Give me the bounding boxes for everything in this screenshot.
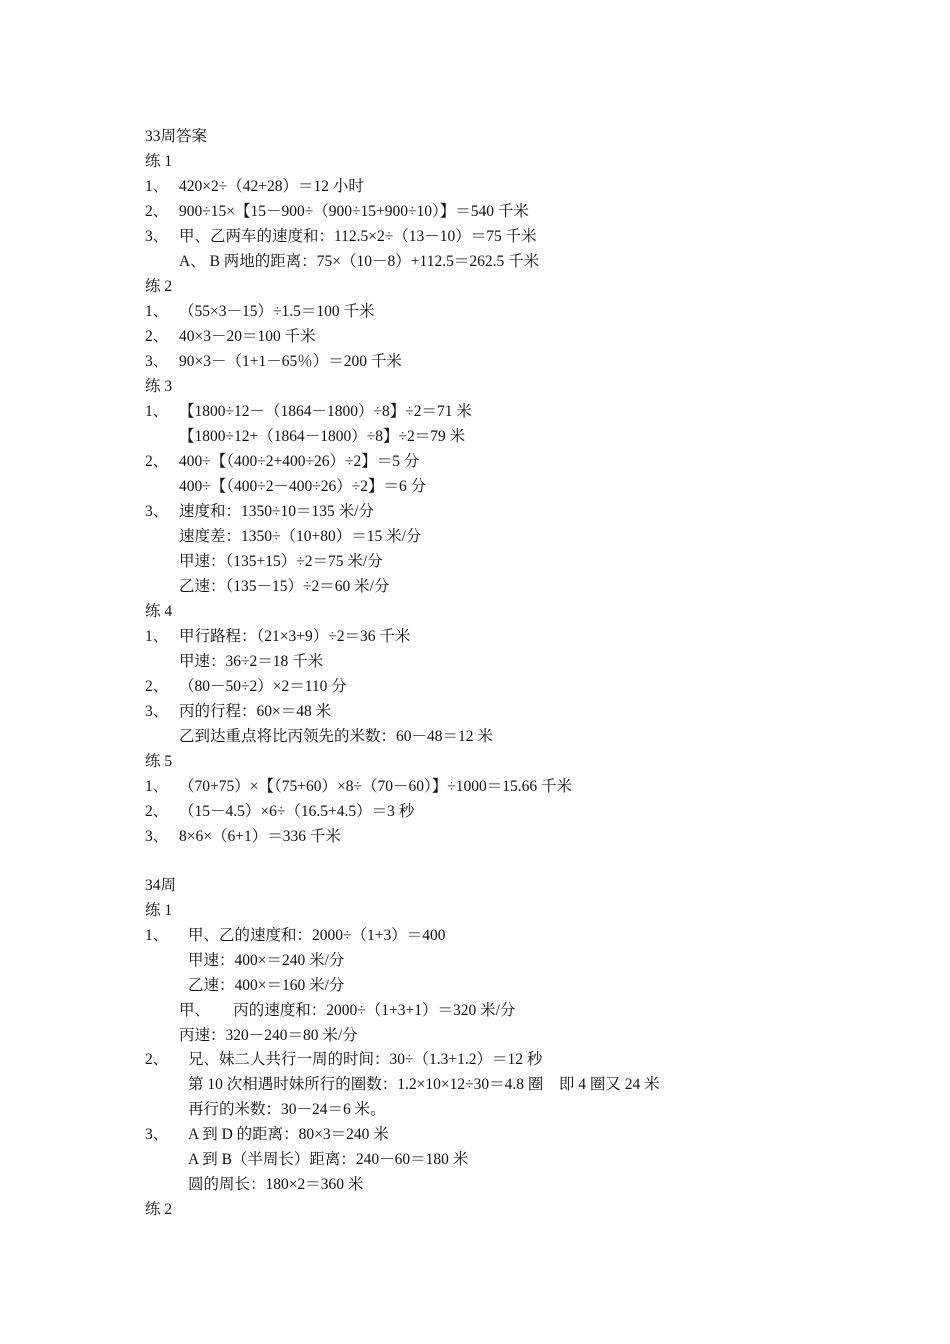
answer-line bbox=[145, 1047, 542, 1072]
item-number: 1、 bbox=[145, 403, 169, 420]
answer-line bbox=[145, 674, 347, 699]
answer-line bbox=[179, 649, 323, 674]
line-text: 丙速：320－240＝80 米/分 bbox=[179, 1027, 358, 1044]
line-text: 90×3－（1+1－65％）＝200 千米 bbox=[179, 353, 402, 370]
section-title bbox=[145, 1197, 172, 1222]
line-text: 8×6×（6+1）＝336 千米 bbox=[179, 828, 341, 845]
item-number: 3、 bbox=[145, 1126, 169, 1143]
answer-line bbox=[188, 1147, 468, 1172]
answer-line bbox=[179, 574, 389, 599]
line-text: 速度差：1350÷（10+80）＝15 米/分 bbox=[179, 528, 422, 545]
line-text: （70+75）×【（75+60）×8÷（70－60）】÷1000＝15.66 千米 bbox=[179, 778, 572, 795]
answer-line bbox=[145, 174, 364, 199]
answer-line bbox=[179, 524, 421, 549]
answer-line bbox=[188, 1072, 660, 1097]
line-text: 练 3 bbox=[145, 378, 173, 395]
line-text: 练 1 bbox=[145, 902, 173, 919]
line-text: 甲行路程：（21×3+9）÷2＝36 千米 bbox=[179, 628, 411, 645]
answer-line bbox=[145, 449, 419, 474]
item-number: 2、 bbox=[145, 678, 169, 695]
item-number: 2、 bbox=[145, 453, 169, 470]
answer-line bbox=[145, 799, 414, 824]
answer-line bbox=[145, 499, 374, 524]
section-title bbox=[145, 274, 172, 299]
section-title bbox=[145, 749, 172, 774]
line-text: 兄、妹二人共行一周的时间：30÷（1.3+1.2）＝12 秒 bbox=[188, 1051, 543, 1068]
answer-line bbox=[179, 424, 465, 449]
line-text: 练 5 bbox=[145, 753, 173, 770]
item-number: 1、 bbox=[145, 628, 169, 645]
answer-line bbox=[188, 1172, 363, 1197]
answer-line bbox=[145, 1122, 389, 1147]
answer-line bbox=[179, 549, 383, 574]
line-text: 圆的周长：180×2＝360 米 bbox=[188, 1176, 364, 1193]
line-text: 乙速：（135－15）÷2＝60 米/分 bbox=[179, 578, 390, 595]
item-number: 2、 bbox=[145, 203, 169, 220]
heading-week-33 bbox=[145, 124, 207, 149]
section-title bbox=[145, 149, 172, 174]
answer-line bbox=[145, 824, 341, 849]
line-text: 第 10 次相遇时妹所行的圈数：1.2×10×12÷30＝4.8 圈 即 4 圈又 24 米 bbox=[188, 1076, 660, 1093]
answer-line bbox=[145, 923, 446, 948]
line-text: 400÷【（400÷2－400÷26）÷2】＝6 分 bbox=[179, 478, 427, 495]
line-text: 甲速：（135+15）÷2＝75 米/分 bbox=[179, 553, 383, 570]
item-number: 1、 bbox=[145, 927, 169, 944]
line-text: 【1800÷12+（1864－1800）÷8】÷2＝79 米 bbox=[179, 428, 466, 445]
item-number: 3、 bbox=[145, 828, 169, 845]
line-text: 420×2÷（42+28）＝12 小时 bbox=[179, 178, 364, 195]
answer-line bbox=[145, 299, 375, 324]
section-title bbox=[145, 374, 172, 399]
line-text: 速度和：1350÷10＝135 米/分 bbox=[179, 503, 374, 520]
answer-line bbox=[145, 399, 472, 424]
item-number: 2、 bbox=[145, 803, 169, 820]
answer-line bbox=[145, 199, 529, 224]
item-number: 3、 bbox=[145, 353, 169, 370]
item-number: 1、 bbox=[145, 303, 169, 320]
line-text: 乙速：400×＝160 米/分 bbox=[188, 977, 345, 994]
answer-line bbox=[145, 349, 402, 374]
line-text: 练 2 bbox=[145, 1201, 173, 1218]
answer-line bbox=[145, 224, 537, 249]
line-text: 再行的米数：30－24＝6 米。 bbox=[188, 1101, 386, 1118]
line-text: 丙的行程：60×＝48 米 bbox=[179, 703, 332, 720]
line-text: A 到 B（半周长）距离：240－60＝180 米 bbox=[188, 1151, 469, 1168]
line-text: 练 1 bbox=[145, 153, 173, 170]
line-text: 甲、 丙的速度和：2000÷（1+3+1）＝320 米/分 bbox=[179, 1002, 516, 1019]
item-number: 1、 bbox=[145, 778, 169, 795]
line-text: A、 B 两地的距离：75×（10－8）+112.5＝262.5 千米 bbox=[179, 253, 540, 270]
line-text: 甲、乙的速度和：2000÷（1+3）＝400 bbox=[188, 927, 446, 944]
item-number: 3、 bbox=[145, 703, 169, 720]
answer-line bbox=[179, 1023, 358, 1048]
section-title bbox=[145, 898, 172, 923]
line-text: 甲速：36÷2＝18 千米 bbox=[179, 653, 324, 670]
answer-line bbox=[145, 774, 572, 799]
answer-line bbox=[145, 324, 316, 349]
line-text: （15－4.5）×6÷（16.5+4.5）＝3 秒 bbox=[179, 803, 415, 820]
line-text: 甲速：400×＝240 米/分 bbox=[188, 952, 345, 969]
item-number: 2、 bbox=[145, 1051, 169, 1068]
item-number: 2、 bbox=[145, 328, 169, 345]
answer-line bbox=[179, 724, 493, 749]
line-text: 乙到达重点将比丙领先的米数：60－48＝12 米 bbox=[179, 728, 493, 745]
line-text: 练 4 bbox=[145, 603, 173, 620]
answer-line bbox=[145, 699, 331, 724]
line-text: （80－50÷2）×2＝110 分 bbox=[179, 678, 347, 695]
answer-line bbox=[179, 474, 426, 499]
line-text: 900÷15×【15－900÷（900÷15+900÷10）】＝540 千米 bbox=[179, 203, 529, 220]
line-text: A 到 D 的距离：80×3＝240 米 bbox=[188, 1126, 389, 1143]
section-title bbox=[145, 599, 172, 624]
answer-line bbox=[188, 948, 344, 973]
line-text: 【1800÷12－（1864－1800）÷8】÷2＝71 米 bbox=[179, 403, 472, 420]
line-text: 练 2 bbox=[145, 278, 173, 295]
line-text: 40×3－20＝100 千米 bbox=[179, 328, 316, 345]
answer-line bbox=[145, 624, 410, 649]
item-number: 3、 bbox=[145, 503, 169, 520]
line-text: （55×3－15）÷1.5＝100 千米 bbox=[179, 303, 375, 320]
item-number: 1、 bbox=[145, 178, 169, 195]
heading-week-34 bbox=[145, 873, 176, 898]
item-number: 3、 bbox=[145, 228, 169, 245]
answer-line bbox=[188, 973, 344, 998]
line-text: 400÷【（400÷2+400÷26）÷2】＝5 分 bbox=[179, 453, 420, 470]
answer-line bbox=[179, 249, 539, 274]
line-text: 33周答案 bbox=[145, 128, 208, 145]
answer-line bbox=[188, 1097, 386, 1122]
line-text: 甲、乙两车的速度和：112.5×2÷（13－10）＝75 千米 bbox=[179, 228, 537, 245]
line-text: 34周 bbox=[145, 877, 177, 894]
answer-line bbox=[179, 998, 515, 1023]
